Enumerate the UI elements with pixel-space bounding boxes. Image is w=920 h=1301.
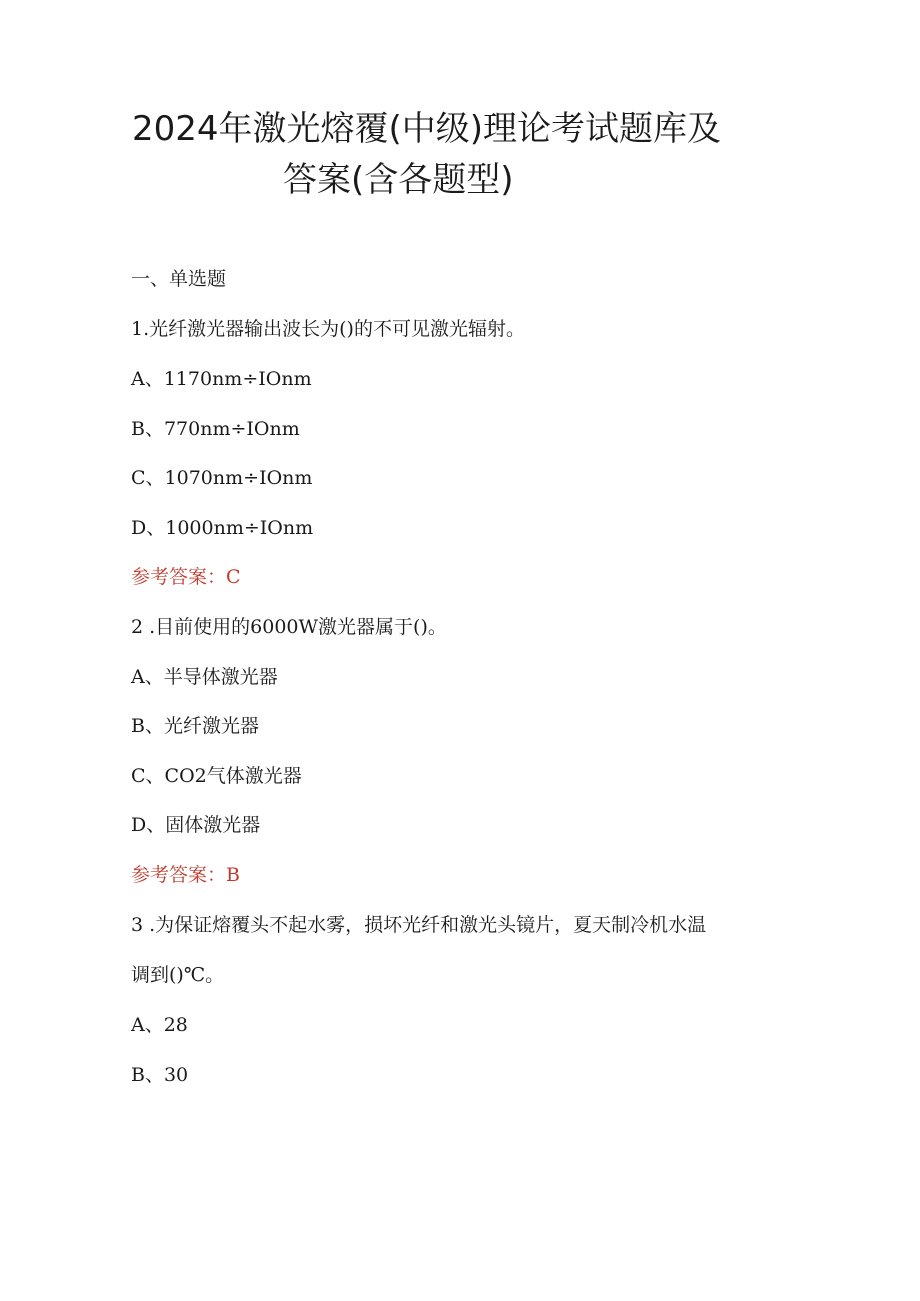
question-1-option-b: B、770nm÷IOnm: [131, 418, 300, 440]
question-1-option-a: A、1170nm÷IOnm: [131, 368, 312, 390]
question-2-option-c: C、CO2气体激光器: [131, 765, 302, 787]
question-1-option-d: D、1000nm÷IOnm: [131, 517, 314, 539]
document-title-line-2: 答案(含各题型): [283, 160, 514, 200]
question-3-option-b: B、30: [131, 1064, 189, 1086]
question-2-option-b: B、光纤激光器: [131, 715, 259, 737]
question-1-answer: 参考答案：C: [131, 566, 241, 588]
question-1-option-c: C、1070nm÷IOnm: [131, 467, 313, 489]
question-2-option-d: D、固体激光器: [131, 814, 261, 836]
question-3-stem-line-1: 3 .为保证熔覆头不起水雾，损坏光纤和激光头镜片，夏天制冷机水温: [131, 914, 707, 936]
question-2-option-a: A、半导体激光器: [131, 666, 278, 688]
question-1-stem: 1.光纤激光器输出波长为()的不可见激光辐射。: [131, 318, 525, 340]
question-2-answer: 参考答案：B: [131, 864, 240, 886]
question-2-stem: 2 .目前使用的6000W激光器属于()。: [131, 616, 447, 638]
question-3-stem-line-2: 调到()℃。: [131, 964, 225, 986]
document-title-line-1: 2024年激光熔覆(中级)理论考试题库及: [132, 109, 722, 149]
question-3-option-a: A、28: [131, 1014, 188, 1036]
section-heading: 一、单选题: [131, 268, 227, 290]
